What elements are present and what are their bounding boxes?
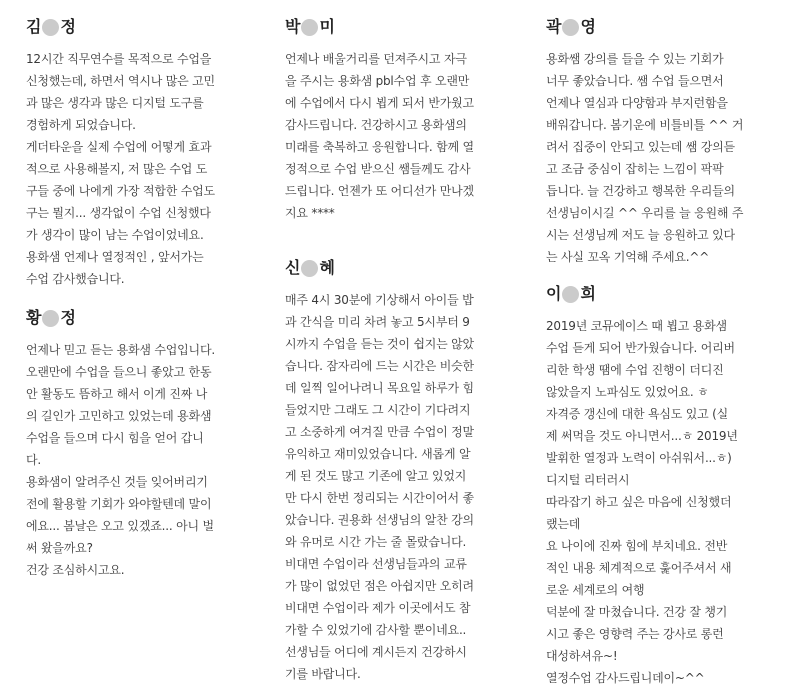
reviewer-name: [546, 16, 786, 38]
review-line: 요 나이에 진짜 힘에 부치네요. 전반: [546, 539, 728, 553]
review-line: 는 사실 꼬옥 기억해 주세요.^^: [546, 250, 710, 264]
reviewer-name: [285, 16, 525, 38]
review-card: [546, 283, 786, 689]
review-card: [285, 257, 525, 685]
review-text: [26, 339, 266, 581]
review-line: 과 간식을 미리 차려 놓고 5시부터 9: [285, 315, 470, 329]
review-line: 가 많이 없었던 점은 아쉽지만 오히려: [285, 579, 474, 593]
review-line: 신청했는데, 하면서 역시나 많은 고민: [26, 74, 215, 88]
review-line: 적인 내용 체계적으로 훑어주셔서 새: [546, 561, 732, 575]
review-line: 들었지만 그래도 그 시간이 기다려지: [285, 403, 471, 417]
name-first-char: 황: [26, 308, 42, 327]
review-line: 자격증 갱신에 대한 욕심도 있고 (실: [546, 407, 729, 421]
name-mask: [301, 260, 318, 277]
review-line: 가할 수 있었기에 감사할 뿐이네요..: [285, 623, 467, 637]
name-last-char: 영: [580, 17, 596, 36]
review-line: 과 많은 생각과 많은 디지털 도구를: [26, 96, 204, 110]
review-line: 시는 선생님께 저도 늘 응원하고 있다: [546, 228, 735, 242]
review-line: 언제나 배울거리를 던져주시고 자극: [285, 52, 467, 66]
review-line: 에요... 봄날은 오고 있겠죠... 아니 벌: [26, 519, 214, 533]
review-line: 수업 감사했습니다.: [26, 272, 125, 286]
review-text: [546, 48, 786, 268]
name-last-char: 정: [60, 17, 76, 36]
name-mask: [562, 19, 579, 36]
review-line: 기를 바랍니다.: [285, 667, 361, 681]
review-text: [285, 48, 525, 224]
review-line: 을 주시는 용화샘 pbl수업 후 오랜만: [285, 74, 470, 88]
review-line: 선생님들 어디에 계시든지 건강하시: [285, 645, 467, 659]
review-line: 았습니다. 권용화 선생님의 알찬 강의: [285, 513, 474, 527]
review-line: 따라잡기 하고 싶은 마음에 신청했더: [546, 495, 732, 509]
review-card: [546, 16, 786, 268]
name-last-char: 혜: [319, 258, 335, 277]
review-line: 써 왔을까요?: [26, 541, 93, 555]
review-line: 만 다시 한번 정리되는 시간이어서 좋: [285, 491, 474, 505]
review-line: 의 길인가 고민하고 있었는데 용화샘: [26, 409, 212, 423]
review-line: 고 조금 중심이 잡히는 느낌이 팍팍: [546, 162, 724, 176]
review-card: [26, 16, 266, 290]
review-line: 게 된 것도 많고 기존에 알고 있었지: [285, 469, 467, 483]
review-line: 건강 조심하시고요.: [26, 563, 125, 577]
name-last-char: 미: [319, 17, 335, 36]
name-first-char: 곽: [546, 17, 562, 36]
review-line: 지요 ****: [285, 206, 335, 220]
review-line: 선생님이시길 ^^ 우리를 늘 응원해 주: [546, 206, 744, 220]
review-line: 경험하게 되었습니다.: [26, 118, 136, 132]
review-line: 용화샘 언제나 열정적인 , 앞서가는: [26, 250, 204, 264]
review-line: 적으로 사용해볼지, 저 많은 수업 도: [26, 162, 208, 176]
review-line: 고 소중하게 여겨질 만큼 수업이 정말: [285, 425, 474, 439]
review-line: 려서 집중이 안되고 있는데 쌤 강의듣: [546, 140, 735, 154]
review-line: 오랜만에 수업을 들으니 좋았고 한동: [26, 365, 212, 379]
review-line: 수업 듣게 되어 반가웠습니다. 어리버: [546, 341, 735, 355]
review-line: 구는 뭘지... 생각없이 수업 신청했다: [26, 206, 211, 220]
review-line: 제 써먹을 것도 아니면서...ㅎ 2019년: [546, 429, 738, 443]
review-line: 용화샘이 알려주신 것들 잊어버리기: [26, 475, 208, 489]
review-card: [285, 16, 525, 224]
review-line: 와 유머로 시간 가는 줄 몰랐습니다.: [285, 535, 467, 549]
review-line: 구들 중에 나에게 가장 적합한 수업도: [26, 184, 215, 198]
review-line: 리한 학생 땜에 수업 진행이 더디진: [546, 363, 724, 377]
name-last-char: 희: [580, 284, 596, 303]
review-line: 매주 4시 30분에 기상해서 아이들 밥: [285, 293, 474, 307]
review-line: 시고 좋은 영향력 주는 강사로 롱런: [546, 627, 724, 641]
review-line: 게더타운을 실제 수업에 어떻게 효과: [26, 140, 212, 154]
name-first-char: 신: [285, 258, 301, 277]
review-line: 용화쌤 강의를 들을 수 있는 기회가: [546, 52, 724, 66]
review-line: 랬는데: [546, 517, 581, 531]
review-line: 데 일찍 일어나려니 목요일 하루가 힘: [285, 381, 474, 395]
review-line: 열정수업 감사드립니데이~^^: [546, 671, 705, 685]
review-line: 않았을지 노파심도 있었어요. ㅎ: [546, 385, 709, 399]
review-line: 배워갑니다. 봄기운에 비틀비틀 ^^ 거: [546, 118, 744, 132]
review-line: 너무 좋았습니다. 쌤 수업 들으면서: [546, 74, 724, 88]
review-line: 드립니다. 언젠가 또 어디선가 만나겠: [285, 184, 474, 198]
review-line: 2019년 코뮤에이스 때 뵙고 용화샘: [546, 319, 727, 333]
name-first-char: 김: [26, 17, 42, 36]
review-line: 전에 활용할 기회가 와야할텐데 말이: [26, 497, 212, 511]
reviewer-name: [26, 16, 266, 38]
review-line: 가 생각이 많이 남는 수업이었네요.: [26, 228, 204, 242]
review-line: 에 수업에서 다시 뵙게 되서 반가웠고: [285, 96, 474, 110]
review-line: 비대면 수업이라 선생님들과의 교류: [285, 557, 467, 571]
reviewer-name: [546, 283, 786, 305]
name-mask: [42, 19, 59, 36]
review-line: 언제나 열심과 다양함과 부지런함을: [546, 96, 728, 110]
review-line: 듭니다. 늘 건강하고 행복한 우리들의: [546, 184, 735, 198]
review-line: 습니다. 잠자리에 드는 시간은 비슷한: [285, 359, 474, 373]
review-line: 안 활동도 뜸하고 해서 이게 진짜 나: [26, 387, 208, 401]
review-line: 감사드립니다. 건강하시고 용화샘의: [285, 118, 467, 132]
name-first-char: 박: [285, 17, 301, 36]
reviewer-name: [285, 257, 525, 279]
review-line: 발휘한 열정과 노력이 아쉬워서...ㅎ): [546, 451, 732, 465]
review-text: [26, 48, 266, 290]
review-line: 다.: [26, 453, 42, 467]
review-card: [26, 307, 266, 581]
review-line: 미래를 축복하고 응원합니다. 함께 열: [285, 140, 474, 154]
name-mask: [42, 310, 59, 327]
reviewer-name: [26, 307, 266, 329]
review-line: 대성하셔유~!: [546, 649, 618, 663]
review-line: 12시간 직무연수를 목적으로 수업을: [26, 52, 212, 66]
review-line: 정적으로 수업 받으신 쌤들께도 감사: [285, 162, 471, 176]
review-text: [546, 315, 786, 689]
review-line: 언제나 믿고 듣는 용화샘 수업입니다.: [26, 343, 215, 357]
name-mask: [301, 19, 318, 36]
review-line: 디지털 리터러시: [546, 473, 630, 487]
name-first-char: 이: [546, 284, 562, 303]
review-line: 덕분에 잘 마쳤습니다. 건강 잘 챙기: [546, 605, 728, 619]
name-mask: [562, 286, 579, 303]
review-line: 유익하고 재미있었습니다. 새롭게 알: [285, 447, 471, 461]
review-line: 수업을 들으며 다시 힘을 얻어 갑니: [26, 431, 204, 445]
name-last-char: 정: [60, 308, 76, 327]
review-line: 로운 세계로의 여행: [546, 583, 645, 597]
review-text: [285, 289, 525, 685]
review-line: 시까지 수업을 듣는 것이 쉽지는 않았: [285, 337, 474, 351]
review-line: 비대면 수업이라 제가 이곳에서도 참: [285, 601, 471, 615]
